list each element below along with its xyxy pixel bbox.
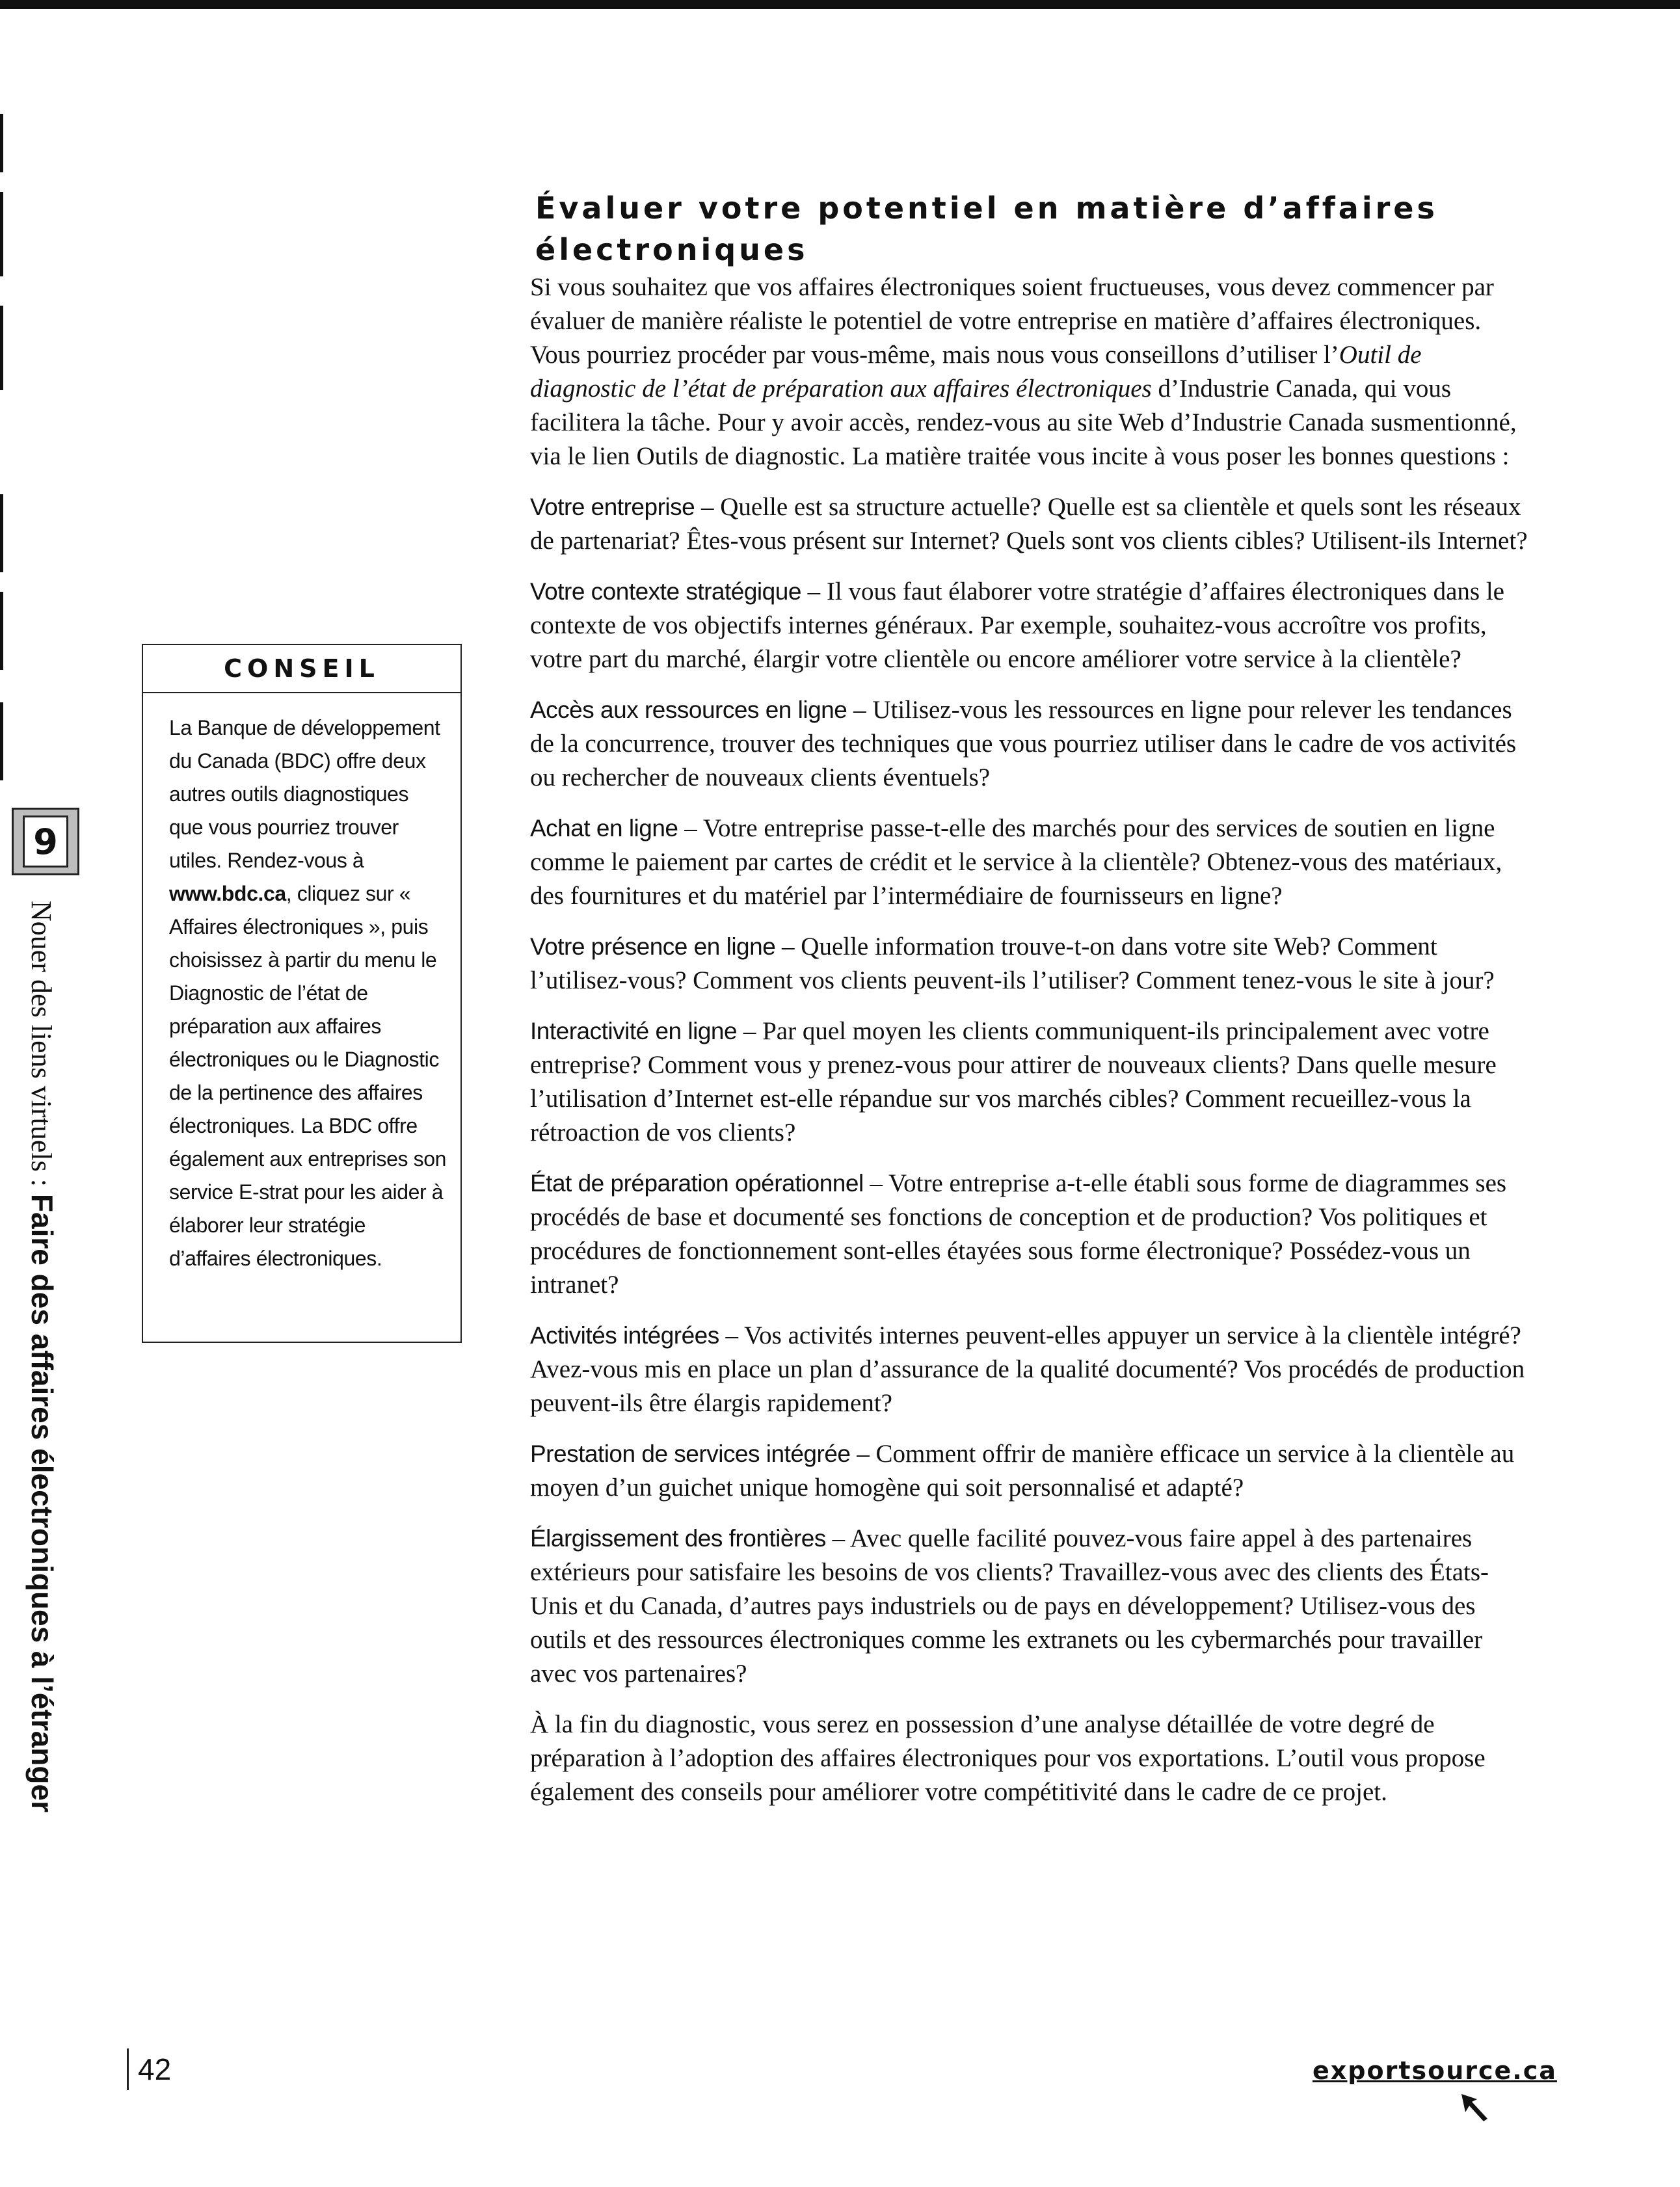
mouse-pointer-icon	[1460, 2093, 1499, 2125]
topic-text: Par quel moyen les clients communiquent-ils principalement avec votre entreprise? Comment vous y prenez-vous pour attirer de nouveaux clients? Dans quelle mesure l’utilisation d’Internet est-elle répandue sur vos marchés cibles? Comment recueillez-vous la rétroaction de vos clients?	[530, 1017, 1497, 1147]
topic-text: Quelle est sa structure actuelle? Quelle est sa clientèle et quels sont les réseaux de partenariat? Êtes-vous présent sur Internet? Quels sont vos clients cibles? Utilisent-ils Internet?	[530, 493, 1528, 555]
topic-title: Activités intégrées	[530, 1322, 719, 1349]
scan-edge-mark	[0, 592, 3, 670]
topic-text: Comment offrir de manière efficace un service à la clientèle au moyen d’un guichet unique homogène qui soit personnalisé et adapté?	[530, 1440, 1515, 1502]
topic-text: Avec quelle facilité pouvez-vous faire appel à des partenaires extérieurs pour satisfaire les besoins de vos clients? Travaillez-vous avec des clients des États-Unis et du Canada, d’autres pays industriels ou de pays en développement? Utilisez-vous des outils et des ressources électroniques comme les extranets ou les cybermarchés pour travailler avec vos partenaires?	[530, 1524, 1489, 1688]
tool-name: Outil de diagnostic de l’état de préparation aux affaires électroniques	[530, 341, 1422, 403]
topic-title: Accès aux ressources en ligne	[530, 696, 847, 723]
topic-separator: –	[825, 1524, 850, 1552]
topic-text: Quelle information trouve-t-on dans votre site Web? Comment l’utilisez-vous? Comment vos clients peuvent-ils l’utiliser? Comment tenez-vous le site à jour?	[530, 933, 1495, 994]
chapter-number-badge	[12, 808, 79, 875]
topic-separator: –	[801, 577, 827, 605]
chapter-title-vertical	[21, 901, 62, 1812]
tip-title: CONSEIL	[143, 645, 460, 693]
topic-separator: –	[863, 1169, 888, 1197]
chapter-number: 9	[23, 815, 68, 868]
intro-text-end: d’Industrie Canada, qui vous facilitera la tâche. Pour y avoir accès, rendez-vous au site Web d’Industrie Canada susmentionné, via le lien Outils de diagnostic. La matière traitée vous incite à vous poser les bonnes questions :	[530, 375, 1517, 470]
topic-title: Votre présence en ligne	[530, 933, 776, 960]
topic-paragraph	[530, 812, 1532, 913]
topic-text: Votre entreprise a-t-elle établi sous forme de diagrammes ses procédés de base et documenté ses fonctions de conception et de production? Vos politiques et procédures de fonctionnement sont-elles étayées sous forme électronique? Possédez-vous un intranet?	[530, 1169, 1507, 1299]
tip-text-end: , cliquez sur « Affaires électroniques », puis choisissez à partir du menu le Diagnostic de l’état de préparation aux affaires électroniques ou le Diagnostic de la pertinence des affaires électroniques. La BDC offre également aux entreprises son service E-strat pour les aider à élaborer leur stratégie d’affaires électroniques.	[169, 882, 446, 1270]
tip-sidebar	[142, 644, 462, 1343]
topic-separator: –	[719, 1321, 745, 1349]
topic-paragraph	[530, 1167, 1532, 1302]
topic-text: Il vous faut élaborer votre stratégie d’affaires électroniques dans le contexte de vos objectifs internes généraux. Par exemple, souhaitez-vous accroître vos profits, votre part du marché, élargir votre clientèle ou encore améliorer votre service à la clientèle?	[530, 577, 1504, 673]
topic-title: Prestation de services intégrée	[530, 1440, 851, 1467]
topic-separator: –	[847, 696, 873, 724]
scan-edge-mark	[0, 702, 3, 780]
scan-edge-mark	[0, 494, 3, 572]
intro-paragraph	[530, 271, 1532, 473]
intro-text-start: Si vous souhaitez que vos affaires électroniques soient fructueuses, vous devez commencer par évaluer de manière réaliste le potentiel de votre entreprise en matière d’affaires électroniques. Vous pourriez procéder par vous-même, mais nous vous conseillons d’utiliser l’	[530, 273, 1494, 369]
topic-title: Interactivité en ligne	[530, 1018, 738, 1044]
topic-text: Utilisez-vous les ressources en ligne pour relever les tendances de la concurrence, trouver des techniques que vous pourriez utiliser dans le cadre de vos activités ou rechercher de nouveaux clients éventuels?	[530, 696, 1517, 791]
topic-paragraph	[530, 1522, 1532, 1691]
page-number: 42	[127, 2048, 171, 2090]
site-link[interactable]: exportsource.ca	[1313, 2056, 1557, 2085]
section-heading: Évaluer votre potentiel en matière d’affaires électroniques	[535, 191, 1438, 267]
topic-text: Votre entreprise passe-t-elle des marchés pour des services de soutien en ligne comme le paiement par cartes de crédit et le service à la clientèle? Obtenez-vous des matériaux, des fournitures et du matériel par l’intermédiaire de fournisseurs en ligne?	[530, 814, 1502, 910]
chapter-title-main: Faire des affaires électroniques à l’étranger	[25, 1193, 59, 1812]
topic-separator: –	[678, 814, 703, 842]
main-content	[530, 271, 1532, 1826]
topic-paragraph	[530, 1014, 1532, 1150]
tip-text	[143, 693, 460, 1275]
topic-title: Achat en ligne	[530, 815, 678, 842]
topic-paragraph	[530, 1437, 1532, 1505]
scan-edge-mark	[0, 114, 3, 172]
topic-paragraph	[530, 1319, 1532, 1420]
topic-text: Vos activités internes peuvent-elles appuyer un service à la clientèle intégré? Avez-vous mis en place un plan d’assurance de la qualité documenté? Vos procédés de production peuvent-ils être élargis rapidement?	[530, 1321, 1525, 1417]
scan-top-border	[0, 0, 1680, 9]
scan-edge-mark	[0, 192, 3, 276]
topic-title: Votre contexte stratégique	[530, 578, 801, 605]
topic-title: Élargissement des frontières	[530, 1525, 826, 1552]
topic-paragraph	[530, 575, 1532, 676]
topic-separator: –	[850, 1440, 876, 1468]
topic-title: Votre entreprise	[530, 494, 695, 520]
topic-paragraph	[530, 930, 1532, 998]
topic-separator: –	[695, 493, 721, 521]
scan-edge-mark	[0, 306, 3, 390]
bdc-link[interactable]: www.bdc.ca	[169, 882, 286, 905]
tip-text-start: La Banque de développement du Canada (BDC) offre deux autres outils diagnostiques que vous pourriez trouver utiles. Rendez-vous à	[169, 716, 440, 872]
conclusion-paragraph: À la fin du diagnostic, vous serez en possession d’une analyse détaillée de votre degré de préparation à l’adoption des affaires électroniques pour vos exportations. L’outil vous propose également des conseils pour améliorer votre compétitivité dans le cadre de ce projet.	[530, 1710, 1486, 1806]
topic-title: État de préparation opérationnel	[530, 1170, 864, 1197]
topic-separator: –	[737, 1017, 763, 1045]
topic-separator: –	[775, 933, 801, 961]
topic-paragraph	[530, 490, 1532, 558]
topic-paragraph	[530, 693, 1532, 795]
chapter-title-prefix: Nouer des liens virtuels :	[25, 901, 57, 1194]
